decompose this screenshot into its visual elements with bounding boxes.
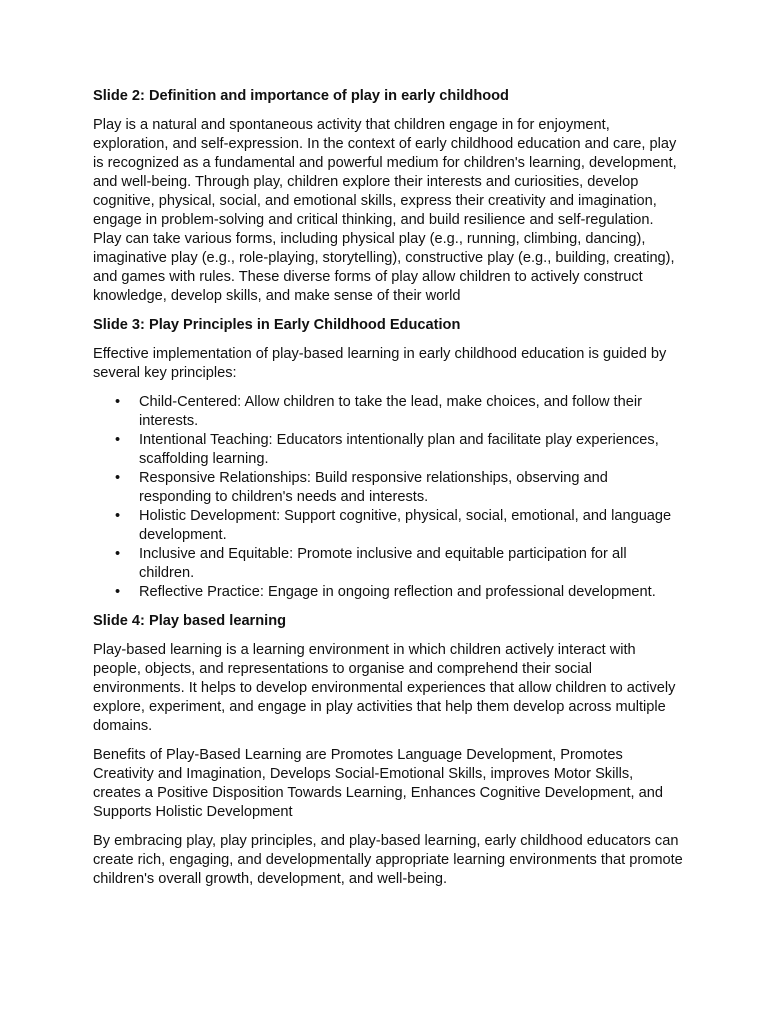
bullet-icon: •: [115, 546, 121, 562]
slide4-heading: Slide 4: Play based learning: [93, 613, 287, 629]
slide3-heading: Slide 3: Play Principles in Early Childhood Education: [93, 317, 461, 333]
list-item: [93, 507, 683, 545]
slide2-heading: Slide 2: Definition and importance of play in early childhood: [93, 88, 509, 104]
document-page: [93, 87, 683, 899]
bullet-icon: •: [115, 508, 121, 524]
slide4-paragraph-2: Benefits of Play-Based Learning are Promotes Language Development, Promotes Creativity and Imagination, Develops Social-Emotional Skills, improves Motor Skills, creates a Positive Disposition Towards Learning, Enhances Cognitive Development, and Supports Holistic Development: [93, 747, 664, 820]
principle-text: Inclusive and Equitable: Promote inclusive and equitable participation for all children.: [139, 546, 627, 581]
principle-text: Child-Centered: Allow children to take the lead, make choices, and follow their interests.: [139, 394, 642, 429]
principles-list: [93, 393, 683, 602]
bullet-icon: •: [115, 432, 121, 448]
list-item: [93, 469, 683, 507]
bullet-icon: •: [115, 470, 121, 486]
slide2-paragraph: Play is a natural and spontaneous activity that children engage in for enjoyment, exploration, and self-expression. In the context of early childhood education and care, play is recognized as a fundamental and powerful medium for children's learning, development, and well-being. Through play, children explore their interests and curiosities, develop cognitive, physical, social, and emotional skills, express their creativity and imagination, engage in problem-solving and critical thinking, and build resilience and self-regulation. Play can take various forms, including physical play (e.g., running, climbing, dancing), imaginative play (e.g., role-playing, storytelling), constructive play (e.g., building, creating), and games with rules. These diverse forms of play allow children to actively construct knowledge, develop skills, and make sense of their world: [93, 117, 677, 304]
principle-text: Intentional Teaching: Educators intentionally plan and facilitate play experiences, scaffolding learning.: [139, 432, 659, 467]
list-item: [93, 545, 683, 583]
slide4-paragraph-1: Play-based learning is a learning environment in which children actively interact with people, objects, and representations to organise and comprehend their social environments. It helps to develop environmental experiences that allow children to actively explore, experiment, and engage in play activities that help them develop across multiple domains.: [93, 642, 676, 734]
list-item: [93, 431, 683, 469]
principle-text: Responsive Relationships: Build responsive relationships, observing and responding to children's needs and interests.: [139, 470, 608, 505]
bullet-icon: •: [115, 584, 121, 600]
list-item: [93, 393, 683, 431]
slide3-intro: Effective implementation of play-based learning in early childhood education is guided by several key principles:: [93, 346, 667, 381]
list-item: [93, 583, 683, 602]
principle-text: Holistic Development: Support cognitive, physical, social, emotional, and language development.: [139, 508, 672, 543]
bullet-icon: •: [115, 394, 121, 410]
slide4-paragraph-3: By embracing play, play principles, and play-based learning, early childhood educators can create rich, engaging, and developmentally appropriate learning environments that promote children's overall growth, development, and well-being.: [93, 833, 683, 887]
principle-text: Reflective Practice: Engage in ongoing reflection and professional development.: [139, 584, 656, 600]
